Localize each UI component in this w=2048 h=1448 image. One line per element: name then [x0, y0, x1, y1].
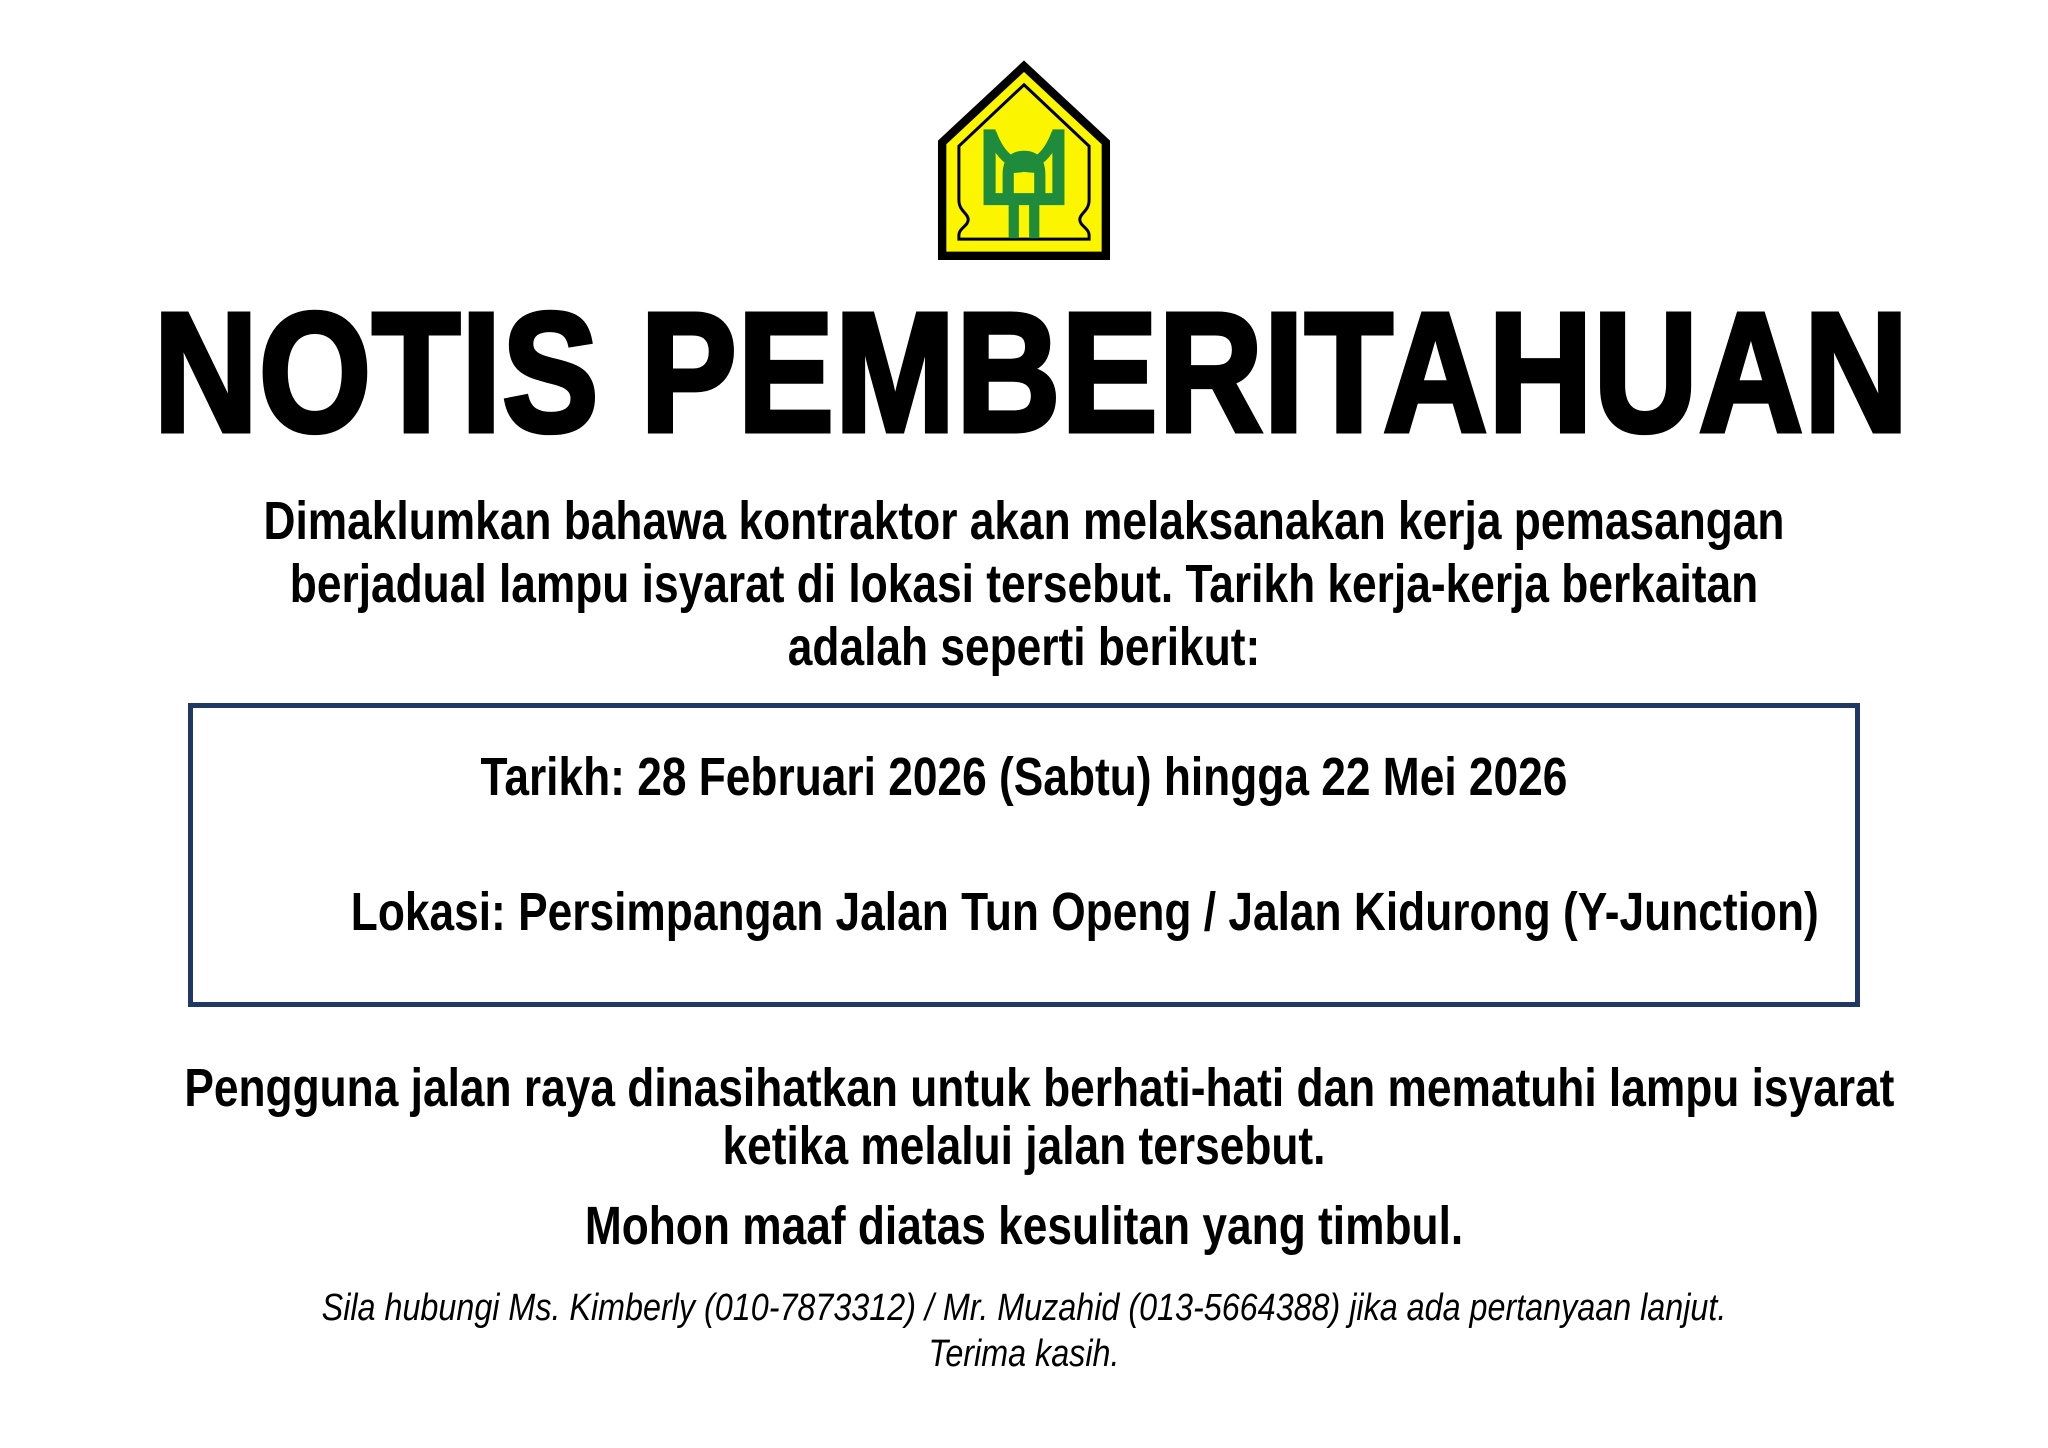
- schedule-box: [188, 703, 1860, 1007]
- intro-line-3: adalah seperti berikut:: [787, 617, 1261, 677]
- advisory-paragraph: [184, 1058, 1895, 1176]
- intro-line-2: berjadual lampu isyarat di lokasi tersebut. Tarikh kerja-kerja berkaitan: [289, 554, 1759, 614]
- date-line: Tarikh: 28 Februari 2026 (Sabtu) hingga 22 Mei 2026: [480, 747, 1568, 807]
- advisory-line-1: Pengguna jalan raya dinasihatkan untuk berhati-hati dan mematuhi lampu isyarat: [184, 1058, 1895, 1118]
- notice-title: NOTIS PEMBERITAHUAN: [153, 278, 1910, 468]
- contact-line: Sila hubungi Ms. Kimberly (010-7873312) / Mr. Muzahid (013-5664388) jika ada pertanyaan lanjut.: [321, 1287, 1727, 1329]
- intro-paragraph: [184, 490, 1863, 679]
- footer-contact: [154, 1285, 1895, 1377]
- location-line: Lokasi: Persimpangan Jalan Tun Openg / Jalan Kidurong (Y-Junction): [350, 882, 1819, 942]
- intro-line-1: Dimaklumkan bahawa kontraktor akan melaksanakan kerja pemasangan: [263, 491, 1785, 551]
- thanks-line: Terima kasih.: [928, 1333, 1120, 1375]
- org-logo: [0, 0, 2048, 262]
- apology-line: Mohon maaf diatas kesulitan yang timbul.: [584, 1196, 1464, 1256]
- advisory-line-2: ketika melalui jalan tersebut.: [722, 1116, 1326, 1176]
- bda-house-emblem-icon: [931, 60, 1117, 262]
